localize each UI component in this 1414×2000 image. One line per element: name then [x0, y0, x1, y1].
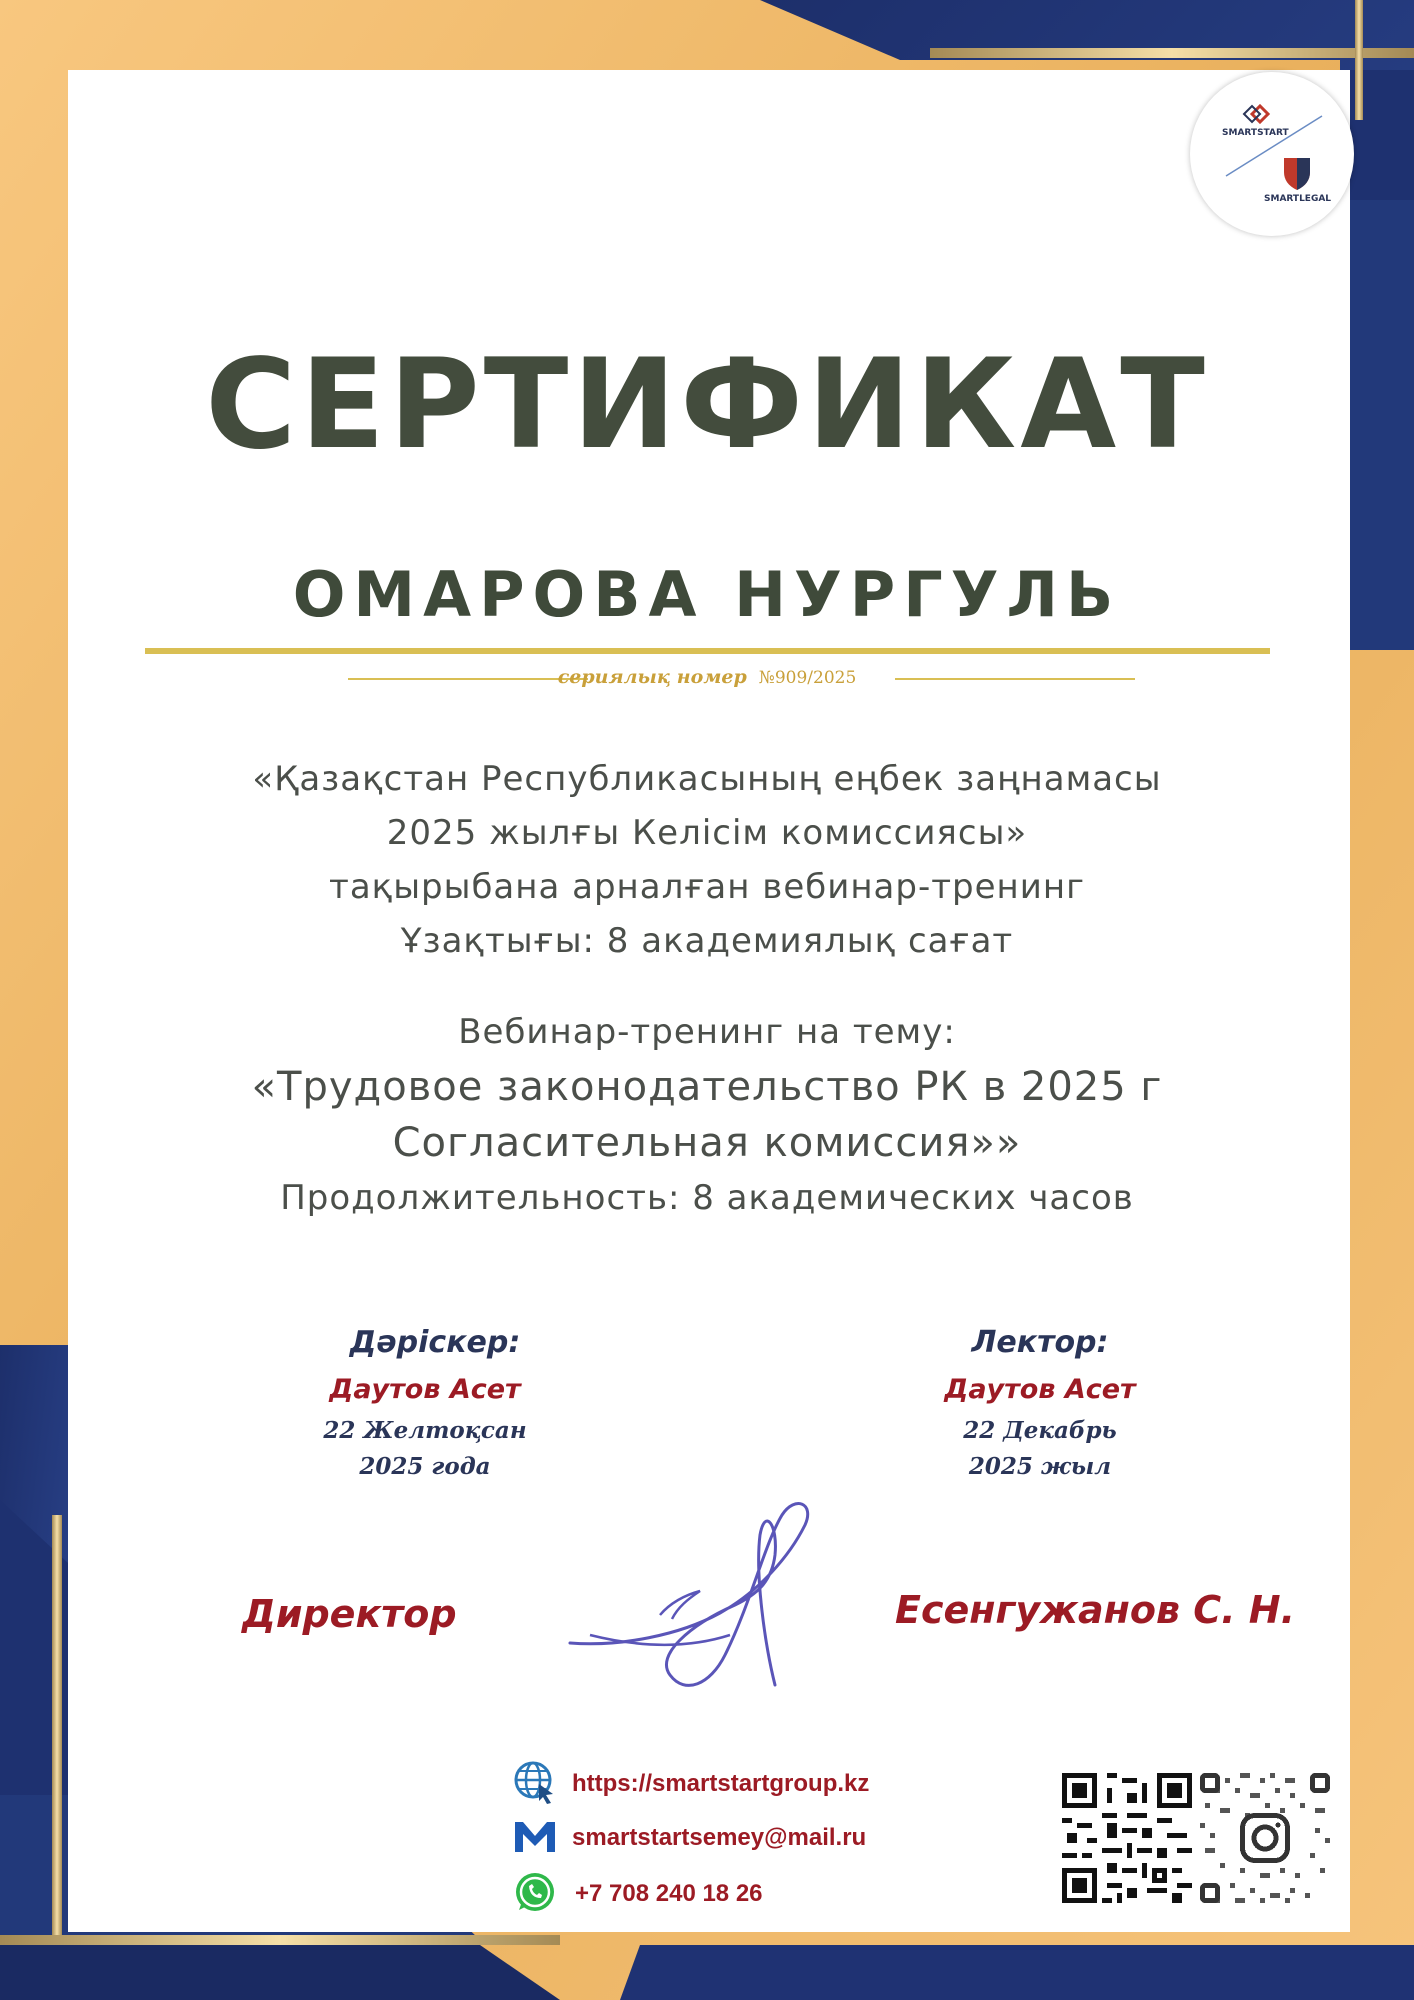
lecturer-kz-label: Дәріскер: — [349, 1325, 521, 1360]
company-logo — [1190, 72, 1354, 236]
serial-number-row — [0, 662, 1414, 693]
lecturer-kz-name: Даутов Асет — [329, 1374, 521, 1405]
lecturer-kz-date-2: 2025 года — [359, 1453, 491, 1480]
mail-icon — [513, 1818, 557, 1854]
lecturer-ru-name: Даутов Асет — [944, 1374, 1136, 1405]
kazakh-line-2: 2025 жылғы Келісім комиссиясы» — [386, 813, 1028, 853]
kazakh-line-4: Ұзақтығы: 8 академиялық сағат — [400, 921, 1014, 961]
kazakh-line-3: тақырыбана арналған вебинар-тренинг — [329, 867, 1085, 907]
whatsapp-icon — [513, 1870, 557, 1914]
lecturer-kz-date-1: 22 Желтоқсан — [323, 1417, 527, 1444]
qr-code-website — [1062, 1773, 1192, 1903]
lecturer-ru-label: Лектор: — [971, 1325, 1109, 1360]
serial-number: №909/2025 — [758, 668, 857, 688]
logo-brand-bottom: SMARTLEGAL — [1264, 194, 1332, 204]
website-link[interactable]: https://smartstartgroup.kz — [572, 1770, 870, 1797]
lecturer-kz-block — [285, 1325, 565, 1485]
recipient-name: ОМАРОВА НУРГУЛЬ — [292, 558, 1122, 631]
russian-description — [0, 1005, 1414, 1225]
director-name: Есенгужанов С. Н. — [895, 1588, 1296, 1632]
certificate-title: СЕРТИФИКАТ — [205, 333, 1209, 477]
lecturer-ru-block — [900, 1325, 1180, 1485]
logo-brand-top: SMARTSTART — [1222, 128, 1289, 138]
kazakh-line-1: «Қазақстан Республикасының еңбек заңнамасы — [252, 759, 1162, 799]
director-title: Директор — [242, 1592, 457, 1636]
qr-code-instagram — [1200, 1773, 1330, 1903]
lecturer-ru-date-1: 22 Декабрь — [963, 1417, 1117, 1444]
kazakh-description — [0, 752, 1414, 968]
recipient-underline — [145, 648, 1270, 654]
russian-line-2: «Трудовое законодательство РК в 2025 г — [251, 1064, 1163, 1110]
email-link[interactable]: smartstartsemey@mail.ru — [572, 1824, 867, 1851]
signature-image — [560, 1495, 830, 1705]
russian-line-3: Согласительная комиссия»» — [392, 1120, 1022, 1166]
globe-icon — [513, 1760, 557, 1804]
logo-graphic-icon — [1190, 72, 1354, 236]
phone-link[interactable]: +7 708 240 18 26 — [575, 1880, 763, 1907]
russian-line-4: Продолжительность: 8 академических часов — [280, 1178, 1134, 1218]
serial-label: сериялық номер — [557, 666, 747, 688]
russian-line-1: Вебинар-тренинг на тему: — [458, 1012, 956, 1052]
lecturer-ru-date-2: 2025 жыл — [968, 1453, 1112, 1480]
